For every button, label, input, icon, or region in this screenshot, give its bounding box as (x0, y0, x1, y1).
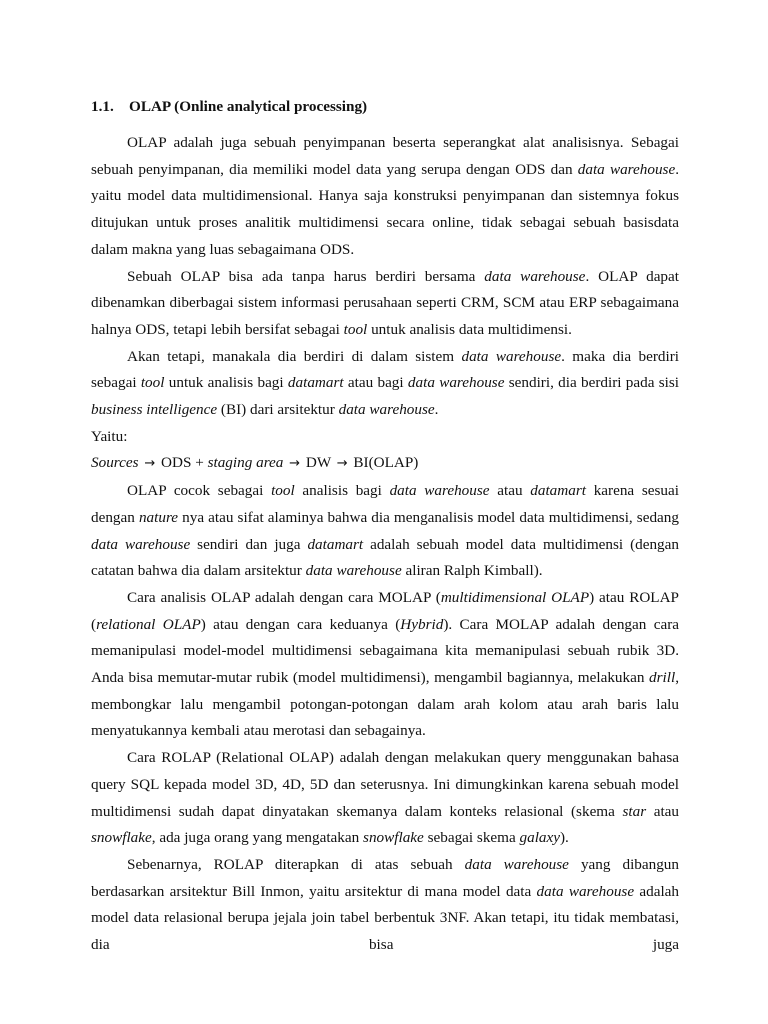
section-heading (91, 98, 367, 116)
arrow-right-icon: → (336, 456, 348, 472)
yaitu-line: Yaitu: (91, 427, 128, 445)
flow-line: Sources → ODS + staging area → DW → BI(OLAP) (91, 450, 679, 478)
paragraph-1: OLAP adalah juga sebuah penyimpanan beserta seperangkat alat analisisnya. Sebagai sebuah penyimpanan, dia memiliki model data yang serupa dengan ODS dan data warehouse. yaitu model data multidimensional. Hanya saja konstruksi penyimpanan dan sistemnya fokus ditujukan untuk proses analitik multidimensi secara online, tidak sebagai sebuah basisdata dalam makna yang luas sebagaimana ODS. (91, 134, 679, 258)
section-number: 1.1. (91, 98, 114, 115)
paragraph-4: OLAP cocok sebagai tool analisis bagi data warehouse atau datamart karena sesuai dengan nature nya atau sifat alaminya bahwa dia menganalisis model data multidimensi, sedang data warehouse sendiri dan juga datamart adalah sebuah model data multidimensi (dengan catatan bahwa dia dalam arsitektur data warehouse aliran Ralph Kimball). (91, 482, 679, 580)
arrow-right-icon: → (289, 456, 301, 472)
paragraph-6: Cara ROLAP (Relational OLAP) adalah dengan melakukan query menggunakan bahasa query SQL kepada model 3D, 4D, 5D dan seterusnya. Ini dimungkinkan karena sebuah model multidimensi sudah dapat dinyatakan skemanya dalam konteks relasional (skema star atau snowflake, ada juga orang yang mengatakan snowflake sebagai skema galaxy). (91, 749, 680, 847)
document-body (91, 130, 679, 959)
paragraph-5: Cara analisis OLAP adalah dengan cara MOLAP (multidimensional OLAP) atau ROLAP (relational OLAP) atau dengan cara keduanya (Hybrid). Cara MOLAP adalah dengan cara memanipulasi model-model multidimensi sebagaimana kita memanipulasi sebuah rubik 3D. Anda bisa memutar-mutar rubik (model multidimensi), mengambil bagiannya, melakukan drill, membongkar lalu mengambil potongan-potongan dalam arah kolom atau arah baris lalu menyatukannya kembali atau merotasi dan sebagainya. (91, 588, 679, 740)
paragraph-7: Sebenarnya, ROLAP diterapkan di atas sebuah data warehouse yang dibangun berdasarkan arsitektur Bill Inmon, yaitu arsitektur di mana model data data warehouse adalah model data relasional berupa jejala join tabel berbentuk 3NF. Akan tetapi, itu tidak membatasi, dia bisa juga (91, 855, 679, 954)
arrow-right-icon: → (144, 456, 156, 472)
paragraph-2: Sebuah OLAP bisa ada tanpa harus berdiri bersama data warehouse. OLAP dapat dibenamkan diberbagai sistem informasi perusahaan seperti CRM, SCM atau ERP sebagaimana halnya ODS, tetapi lebih bersifat sebagai tool untuk analisis data multidimensi. (91, 267, 679, 338)
section-title: OLAP (Online analytical processing) (129, 98, 368, 115)
paragraph-3: Akan tetapi, manakala dia berdiri di dalam sistem data warehouse. maka dia berdiri sebagai tool untuk analisis bagi datamart atau bagi data warehouse sendiri, dia berdiri pada sisi business intelligence (BI) dari arsitektur data warehouse. (91, 347, 679, 419)
